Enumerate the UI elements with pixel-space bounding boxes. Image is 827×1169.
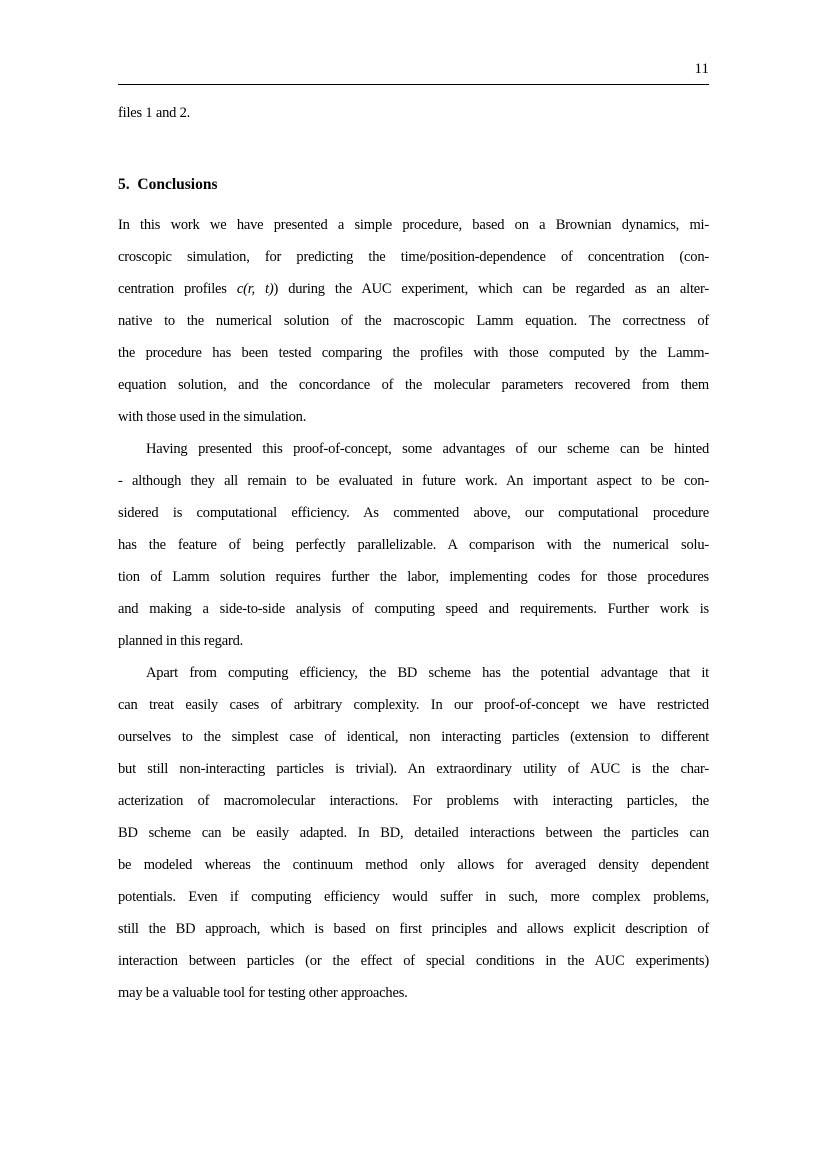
text-segment: has the feature of being perfectly parallelizable. A comparison with the numerical solu- bbox=[118, 537, 709, 553]
text-line bbox=[118, 689, 709, 721]
text-line bbox=[118, 849, 709, 881]
text-line bbox=[118, 401, 709, 433]
text-segment: acterization of macromolecular interactions. For problems with interacting particles, the bbox=[118, 793, 709, 809]
intro-line: files 1 and 2. bbox=[118, 105, 191, 121]
text-line bbox=[118, 657, 709, 689]
text-segment: centration profiles bbox=[118, 281, 237, 297]
body-text bbox=[118, 209, 709, 1009]
text-segment: and making a side-to-side analysis of computing speed and requirements. Further work is bbox=[118, 601, 709, 617]
text-segment: sidered is computational efficiency. As commented above, our computational procedure bbox=[118, 505, 709, 521]
text-line bbox=[118, 593, 709, 625]
text-line bbox=[118, 721, 709, 753]
text-segment: potentials. Even if computing efficiency would suffer in such, more complex problems, bbox=[118, 889, 709, 905]
text-segment: interaction between particles (or the effect of special conditions in the AUC experiments) bbox=[118, 953, 709, 969]
text-segment: - although they all remain to be evaluated in future work. An important aspect to be con- bbox=[118, 473, 709, 489]
text-segment: tion of Lamm solution requires further the labor, implementing codes for those procedures bbox=[118, 569, 709, 585]
text-line bbox=[118, 241, 709, 273]
text-line bbox=[118, 561, 709, 593]
text-line bbox=[118, 945, 709, 977]
text-line bbox=[118, 369, 709, 401]
text-segment: ourselves to the simplest case of identical, non interacting particles (extension to different bbox=[118, 729, 709, 745]
text-line bbox=[118, 337, 709, 369]
page-header bbox=[118, 0, 709, 78]
text-segment: native to the numerical solution of the macroscopic Lamm equation. The correctness of bbox=[118, 313, 709, 329]
text-segment: the procedure has been tested comparing the profiles with those computed by the Lamm- bbox=[118, 345, 709, 361]
text-line bbox=[118, 977, 709, 1009]
text-segment: Apart from computing efficiency, the BD scheme has the potential advantage that it bbox=[146, 665, 709, 681]
text-line bbox=[118, 913, 709, 945]
text-line bbox=[118, 753, 709, 785]
text-segment: ) during the AUC experiment, which can be regarded as an alter- bbox=[273, 281, 710, 297]
text-segment: be modeled whereas the continuum method only allows for averaged density dependent bbox=[118, 857, 709, 873]
math-italic-segment: c(r, t) bbox=[236, 281, 274, 297]
text-line bbox=[118, 433, 709, 465]
text-segment: may be a valuable tool for testing other approaches. bbox=[118, 985, 408, 1001]
text-segment: Having presented this proof-of-concept, some advantages of our scheme can be hinted bbox=[146, 441, 709, 457]
text-line bbox=[118, 529, 709, 561]
text-line bbox=[118, 465, 709, 497]
text-line bbox=[118, 817, 709, 849]
text-segment: BD scheme can be easily adapted. In BD, detailed interactions between the particles can bbox=[118, 825, 709, 841]
text-line bbox=[118, 785, 709, 817]
text-segment: still the BD approach, which is based on first principles and allows explicit description of bbox=[118, 921, 709, 937]
text-line bbox=[118, 497, 709, 529]
header-rule bbox=[118, 84, 709, 85]
text-line bbox=[118, 625, 709, 657]
text-segment: croscopic simulation, for predicting the time/position-dependence of concentration (con- bbox=[118, 249, 709, 265]
section-heading: 5. Conclusions bbox=[118, 176, 218, 193]
text-segment: planned in this regard. bbox=[118, 633, 244, 649]
text-segment: but still non-interacting particles is trivial). An extraordinary utility of AUC is the char- bbox=[118, 761, 709, 777]
text-line bbox=[118, 273, 709, 305]
text-line bbox=[118, 209, 709, 241]
text-segment: with those used in the simulation. bbox=[118, 409, 307, 425]
text-segment: can treat easily cases of arbitrary complexity. In our proof-of-concept we have restricted bbox=[118, 697, 709, 713]
text-line bbox=[118, 305, 709, 337]
text-segment: In this work we have presented a simple procedure, based on a Brownian dynamics, mi- bbox=[118, 217, 709, 233]
text-line bbox=[118, 881, 709, 913]
page-number: 11 bbox=[694, 61, 709, 77]
text-segment: equation solution, and the concordance of the molecular parameters recovered from them bbox=[118, 377, 709, 393]
